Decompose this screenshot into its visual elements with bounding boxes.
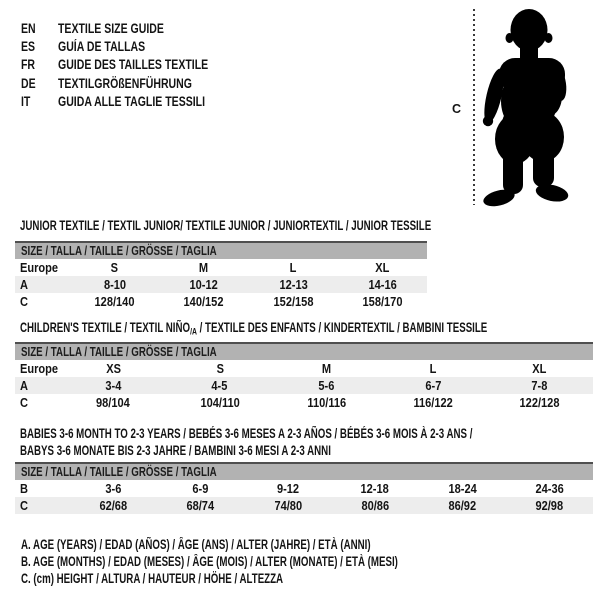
row-label: Europe	[20, 361, 59, 376]
size-cell	[380, 377, 487, 394]
cell-value: 128/140	[94, 294, 135, 309]
size-cell	[157, 480, 244, 497]
cell-value: 3-4	[105, 378, 122, 393]
cell-value: 24-36	[535, 481, 564, 496]
row-label-cell	[15, 276, 70, 293]
cell-value: 140/152	[183, 294, 224, 309]
size-cell	[167, 377, 274, 394]
size-cell	[167, 394, 274, 411]
cell-value: M	[321, 361, 332, 376]
cell-value: 104/110	[200, 395, 240, 410]
size-header-bar	[15, 463, 593, 480]
size-header-row	[15, 463, 593, 480]
cell-value: 122/128	[519, 395, 560, 410]
babies-table-title-line2	[20, 443, 452, 458]
children-title-post: / TEXTILE DES ENFANTS / KINDERTEXTIL / BAMBINI TESSILE	[196, 320, 488, 335]
cell-value: 4-5	[211, 378, 228, 393]
table-row-age-years	[15, 276, 427, 293]
size-cell	[70, 293, 159, 310]
row-label-cell	[15, 480, 70, 497]
cell-value: 116/122	[413, 395, 453, 410]
size-cell	[70, 276, 159, 293]
legend-line-a-text: A. AGE (YEARS) / EDAD (AÑOS) / ÂGE (ANS) / ALTER (JAHRE) / ETÀ (ANNI)	[21, 537, 371, 552]
language-code-wrap	[21, 39, 58, 54]
row-label-cell	[15, 497, 70, 514]
cell-value: 68/74	[186, 498, 215, 513]
junior-size-table	[15, 241, 427, 310]
size-cell	[70, 497, 157, 514]
row-label: A	[20, 277, 28, 292]
language-label: TEXTILGRÖßENFÜHRUNG	[58, 75, 192, 91]
cell-value: 5-6	[318, 378, 335, 393]
legend-line-c	[21, 571, 544, 588]
cell-value: 10-12	[189, 277, 219, 292]
children-size-table	[15, 342, 593, 411]
row-label: A	[20, 378, 28, 393]
cell-value: S	[110, 260, 119, 275]
language-code: ES	[21, 38, 36, 54]
babies-size-table	[15, 462, 593, 514]
cell-value: 6-7	[425, 378, 442, 393]
size-cell	[506, 497, 593, 514]
cell-value: 86/92	[448, 498, 477, 513]
language-code: EN	[21, 20, 36, 36]
legend	[21, 537, 544, 589]
size-cell	[70, 259, 159, 276]
size-header-row	[15, 242, 427, 259]
table-row-height	[15, 293, 427, 310]
row-label: C	[20, 395, 28, 410]
language-code-wrap	[21, 57, 58, 72]
size-cell	[167, 360, 274, 377]
cell-value: 74/80	[274, 498, 302, 513]
cell-value: S	[216, 361, 224, 376]
size-cell	[244, 497, 331, 514]
legend-line-b	[21, 554, 544, 571]
size-cell	[331, 497, 418, 514]
cell-value: 9-12	[276, 481, 299, 496]
cell-value: XL	[532, 361, 547, 376]
size-cell	[60, 377, 167, 394]
cell-value: 62/68	[99, 498, 128, 513]
cell-value: 92/98	[535, 498, 564, 513]
language-row	[21, 19, 251, 37]
size-header-row	[15, 343, 593, 360]
cell-value: 7-8	[531, 378, 548, 393]
row-label: C	[20, 498, 28, 513]
language-label: GUIDA ALLE TAGLIE TESSILI	[58, 93, 206, 109]
row-label-cell	[15, 293, 70, 310]
size-cell	[159, 276, 248, 293]
babies-table-title-line1-text: BABIES 3-6 MONTH TO 2-3 YEARS / BEBÉS 3-6 MESES A 2-3 AÑOS / BÉBÉS 3-6 MOIS À 2-3 ANS /	[20, 426, 473, 441]
language-code: IT	[21, 93, 31, 109]
cell-value: 12-18	[360, 481, 390, 496]
language-code: DE	[21, 75, 36, 91]
cell-value: 152/158	[273, 294, 314, 309]
size-header-label: SIZE / TALLA / TAILLE / GRÖSSE / TAGLIA	[21, 465, 217, 479]
legend-line-b-text: B. AGE (MONTHS) / EDAD (MESES) / ÂGE (MOIS) / ALTER (MONATE) / ETÀ (MESI)	[21, 554, 398, 570]
size-cell	[380, 394, 487, 411]
cell-value: XS	[105, 361, 121, 376]
junior-table-title-text: JUNIOR TEXTILE / TEXTIL JUNIOR/ TEXTILE JUNIOR / JUNIORTEXTIL / JUNIOR TESSILE	[20, 218, 432, 233]
size-cell	[338, 293, 427, 310]
size-cell	[249, 276, 338, 293]
size-cell	[60, 360, 167, 377]
size-cell	[331, 480, 418, 497]
table-row-europe	[15, 360, 593, 377]
toddler-silhouette	[482, 6, 576, 209]
table-row-height	[15, 394, 593, 411]
children-table-title	[20, 320, 600, 338]
language-code-wrap	[21, 76, 58, 91]
size-cell	[244, 480, 331, 497]
junior-table-title	[20, 218, 591, 233]
language-list	[21, 19, 251, 110]
cell-value: 110/116	[307, 395, 346, 410]
size-cell	[419, 480, 506, 497]
size-cell	[338, 259, 427, 276]
language-row	[21, 92, 251, 110]
row-label-cell	[15, 377, 60, 394]
babies-table-title-line1	[20, 426, 600, 441]
language-label: GUÍA DE TALLAS	[58, 38, 146, 54]
size-cell	[70, 480, 157, 497]
cell-value: L	[429, 361, 437, 376]
size-cell	[273, 377, 380, 394]
cell-value: 158/170	[362, 294, 403, 309]
row-label-cell	[15, 259, 70, 276]
table-row-age-months	[15, 480, 593, 497]
table-row-europe	[15, 259, 427, 276]
language-row	[21, 56, 251, 74]
row-label: Europe	[20, 260, 59, 275]
cell-value: XL	[375, 260, 390, 275]
row-label: C	[20, 294, 28, 309]
size-header-label: SIZE / TALLA / TAILLE / GRÖSSE / TAGLIA	[21, 244, 217, 258]
size-cell	[486, 394, 593, 411]
children-title-pre: CHILDREN'S TEXTILE / TEXTIL NIÑO	[20, 320, 191, 335]
language-code: FR	[21, 57, 36, 73]
cell-value: 80/86	[361, 498, 389, 513]
babies-table-title-line2-text: BABYS 3-6 MONATE BIS 2-3 JAHRE / BAMBINI 3-6 MESI A 2-3 ANNI	[20, 443, 331, 458]
size-cell	[60, 394, 167, 411]
language-code-wrap	[21, 94, 58, 109]
height-measure-label: C	[452, 102, 462, 116]
cell-value: 12-13	[278, 277, 308, 292]
size-cell	[486, 377, 593, 394]
row-label-cell	[15, 360, 60, 377]
children-table-title-text	[20, 320, 487, 338]
language-row	[21, 37, 251, 55]
language-label: TEXTILE SIZE GUIDE	[58, 20, 164, 36]
size-cell	[419, 497, 506, 514]
cell-value: 14-16	[368, 277, 397, 292]
table-row-age-years	[15, 377, 593, 394]
cell-value: 98/104	[96, 395, 131, 410]
language-label: GUIDE DES TAILLES TEXTILE	[58, 57, 209, 73]
size-cell	[249, 259, 338, 276]
size-header-bar	[15, 242, 427, 259]
size-cell	[273, 360, 380, 377]
cell-value: 18-24	[448, 481, 477, 496]
size-cell	[159, 293, 248, 310]
language-row	[21, 74, 251, 92]
size-header-bar	[15, 343, 593, 360]
legend-line-c-text: C. (cm) HEIGHT / ALTURA / HAUTEUR / HÖHE / ALTEZZA	[21, 571, 284, 587]
size-cell	[338, 276, 427, 293]
cell-value: 8-10	[103, 277, 126, 292]
cell-value: M	[199, 260, 209, 275]
cell-value: 6-9	[192, 481, 209, 496]
row-label-cell	[15, 394, 60, 411]
toddler-silhouette-shape	[482, 9, 570, 209]
size-cell	[380, 360, 487, 377]
table-row-height	[15, 497, 593, 514]
size-cell	[157, 497, 244, 514]
cell-value: 3-6	[105, 481, 122, 496]
size-cell	[273, 394, 380, 411]
size-cell	[506, 480, 593, 497]
size-cell	[159, 259, 248, 276]
children-title-sub: /A	[190, 326, 197, 338]
size-header-label: SIZE / TALLA / TAILLE / GRÖSSE / TAGLIA	[21, 345, 217, 359]
cell-value: L	[289, 260, 297, 275]
size-cell	[486, 360, 593, 377]
legend-line-a	[21, 537, 544, 554]
size-cell	[249, 293, 338, 310]
language-code-wrap	[21, 21, 58, 36]
row-label: B	[20, 481, 28, 496]
height-dotted-line	[473, 9, 475, 205]
